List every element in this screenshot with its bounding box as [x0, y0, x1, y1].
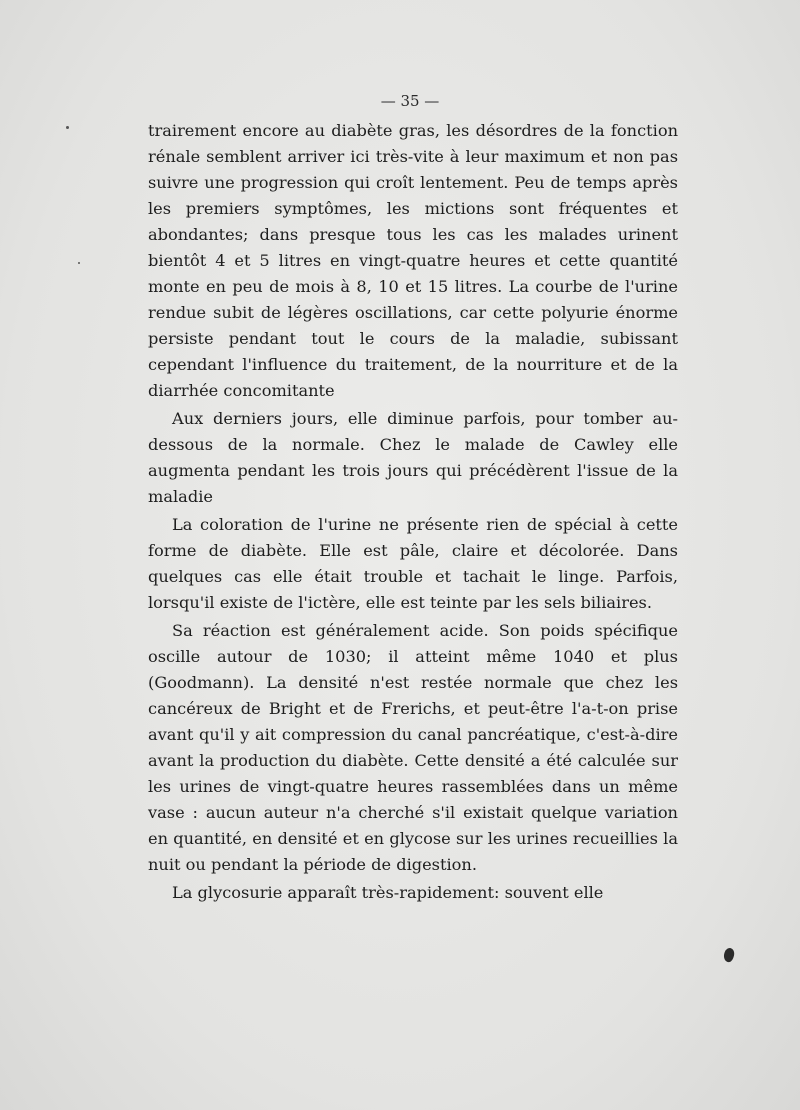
ink-blot-mark [722, 947, 736, 964]
paragraph-4: Sa réaction est généralement acide. Son poids spécifique oscille autour de 1030; il atteint même 1040 et plus (Goodmann). La densité n'est restée normale que chez les cancéreux de Bright et de Frerichs, et peut-être l'a-t-on prise avant qu'il y ait compression du canal pancréatique, c'est-à-dire avant la production du diabète. Cette densité a été calculée sur les urines de vingt-quatre heures rassemblées dans un même vase : aucun auteur n'a cherché s'il existait quelque variation en quantité, en densité et en glycose sur les urines recueillies la nuit ou pendant la période de digestion. [148, 621, 678, 874]
paragraph-5: La glycosurie apparaît très-rapidement: souvent elle [172, 883, 604, 902]
paragraph-1: trairement encore au diabète gras, les désordres de la fonction rénale semblent arriver ici très-vite à leur maximum et non pas suivre une progression qui croît lentement. Peu de temps après les premiers symptômes, les mictions sont fréquentes et abondantes; dans presque tous les cas les malades urinent bientôt 4 et 5 litres en vingt-quatre heures et cette quantité monte en peu de mois à 8, 10 et 15 litres. La courbe de l'urine rendue subit de légères oscillations, car cette polyurie énorme persiste pendant tout le cours de la maladie, subissant cependant l'influence du traitement, de la nourriture et de la diarrhée concomitante [148, 121, 678, 400]
paragraph-2: Aux derniers jours, elle diminue parfois, pour tomber au-dessous de la normale. Chez le malade de Cawley elle augmenta pendant les trois jours qui précédèrent l'issue de la maladie [148, 409, 678, 506]
paper-speck [66, 126, 69, 129]
page-number: — 35 — [380, 92, 440, 110]
paragraph-3: La coloration de l'urine ne présente rien de spécial à cette forme de diabète. Elle est pâle, claire et décolorée. Dans quelques cas elle était trouble et tachait le linge. Parfois, lorsqu'il existe de l'ictère, elle est teinte par les sels biliaires. [148, 515, 678, 612]
paper-speck [78, 262, 80, 264]
body-text [148, 118, 678, 908]
